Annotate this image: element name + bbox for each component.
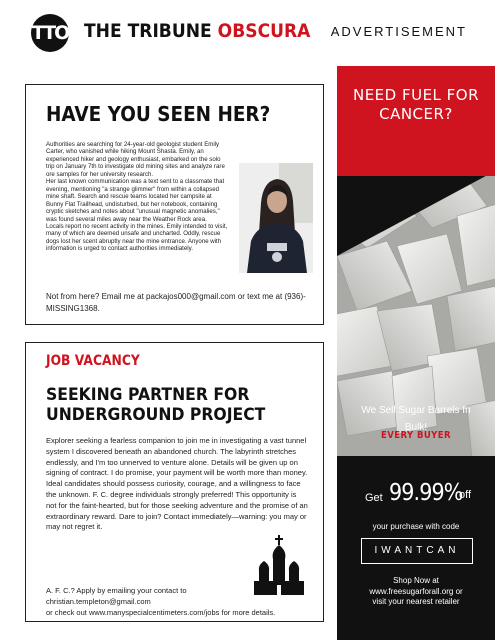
job-title-line: UNDERGROUND PROJECT — [46, 405, 266, 425]
ad-headline-line: NEED FUEL FOR — [352, 86, 480, 104]
ad-subheadline-line: Bulk! — [404, 422, 428, 433]
job-apply-info — [46, 586, 316, 618]
missing-paragraph: Locals report no recent activity in the mines. Emily intended to visit, many of which are deemed unsafe and uncharted. Oddly, rescue dogs lost her scent abruptly near the mine entrance. Anyone with information is urged to contact authorities immediately. — [46, 222, 228, 253]
coupon-code-box[interactable]: IWANTCAN — [361, 538, 473, 564]
job-body: Explorer seeking a fearless companion to join me in investigating a vast tunnel system I discovered beneath an abandoned church. The labyrinth stretches endlessly, and I'm too unnerved to venture alone. Details will be given up on signing of contract. I do promise, your payment will be worth more than money. Ideal candidates should possess curiosity, courage, and a willingness to face the unknown. F. C. degree individuals strongly preferred! This opportunity is not for the faint-hearted, but for those seeking adventure and the promise of an extraordinary reward. Dare to join? Contact immediately—warning: you may or may not regret it. — [46, 436, 308, 532]
job-apply-website[interactable]: or check out www.manyspecialcentimeters.com/jobs for more details. — [46, 607, 276, 617]
offer-get: Get — [365, 492, 383, 504]
shop-line: Shop Now at — [393, 576, 439, 585]
logo: TTO — [31, 14, 69, 52]
ad-headline-line: CANCER? — [379, 105, 453, 123]
offer-discount: 99.99% — [389, 480, 463, 506]
shop-info — [337, 576, 495, 608]
job-vacancy-tag: JOB VACANCY — [46, 353, 140, 369]
job-title-line: SEEKING PARTNER FOR — [46, 385, 250, 405]
missing-person-notice — [25, 84, 324, 325]
job-apply-email[interactable]: christian.templeton@gmail.com — [46, 596, 151, 606]
brand-title — [84, 20, 310, 42]
ad-subheadline-line: We Sell Sugar Barrels In — [361, 405, 471, 416]
missing-paragraph: Authorities are searching for 24-year-old geologist student Emily Carter, who vanished while hiking Mount Shasta. Emily, an experienced hiker and geology enthusiast, embarked on the solo trip on January 7th to investigate old mining sites and analyze rare ore samples for her university research. — [46, 141, 225, 178]
advertisement-label: ADVERTISEMENT — [330, 24, 467, 39]
missing-title: HAVE YOU SEEN HER? — [46, 102, 271, 126]
job-apply-line: A. F. C.? Apply by emailing your contact to — [46, 586, 187, 595]
shop-line: visit your nearest retailer — [372, 597, 460, 606]
brand-title-first: THE TRIBUNE — [84, 20, 212, 42]
missing-person-photo — [239, 163, 313, 273]
missing-body — [46, 141, 229, 253]
masthead — [0, 0, 495, 66]
ad-headline — [337, 86, 495, 124]
every-buyer-label: EVERY BUYER — [381, 430, 451, 441]
missing-contact: Not from here? Email me at packajos000@gmail.com or text me at (936)-MISSING1368. — [46, 292, 306, 313]
discount-offer — [337, 410, 495, 506]
missing-paragraph: Her last known communication was a text sent to a classmate that evening, mentioning "a strange glimmer" from within a collapsed mine shaft. Search and rescue teams located her campsite at Bunny Flat Trailhead, undisturbed, but her notebook, containing cryptic sketches and notes about "unusual magnetic anomalies," was found several miles away near the Weather Rock area. — [46, 178, 225, 223]
sugar-advertisement — [337, 66, 495, 640]
job-vacancy-notice — [25, 342, 324, 622]
purchase-code-text: your purchase with code — [372, 522, 460, 531]
offer-off: off — [459, 489, 472, 501]
brand-title-second: OBSCURA — [217, 20, 311, 42]
shop-website[interactable]: www.freesugarforall.org or — [369, 586, 463, 596]
job-title — [46, 385, 265, 425]
